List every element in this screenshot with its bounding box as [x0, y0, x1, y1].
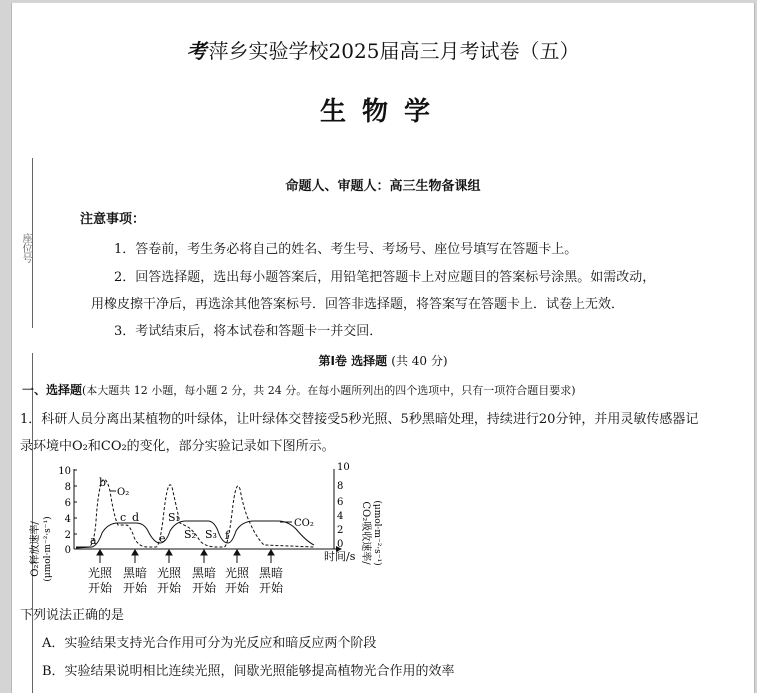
point-labels [90, 476, 230, 547]
notice-item-1: 1．答卷前，考生务必将自己的姓名、考生号、考场号、座位号填写在答题卡上。 [114, 242, 578, 257]
right-tick-0: 0 [337, 539, 344, 550]
section-title-text: 第Ⅰ卷 选择题 [318, 354, 388, 368]
phase-6-bottom: 开始 [258, 581, 284, 595]
right-tick-10: 10 [337, 462, 350, 473]
question-1-prompt: 下列说法正确的是 [20, 608, 125, 623]
notice-item-2-cont: 用橡皮擦干净后，再选涂其他答案标号．回答非选择题，将答案写在答题卡上．试卷上无效． [91, 297, 625, 312]
left-tick-8: 8 [64, 482, 71, 493]
right-tick-2: 2 [337, 525, 344, 536]
seat-number-label: 座位号 [20, 233, 31, 263]
phase-labels [88, 565, 284, 595]
point-c: c [120, 511, 127, 524]
right-axis-label: CO₂吸收速率/ [360, 501, 371, 565]
left-ticks [58, 466, 71, 556]
section-score: (共 40 分) [391, 354, 448, 368]
left-tick-4: 4 [64, 514, 71, 525]
left-axis-label: O₂释放速率/ [30, 521, 41, 577]
option-b: B．实验结果说明相比连续光照，间歇光照能够提高植物光合作用的效率 [42, 664, 455, 679]
section-title [12, 352, 754, 369]
point-b: b [99, 476, 107, 489]
co2-series-label: CO₂ [294, 518, 314, 529]
notice-item-2: 2．回答选择题，选出每小题答案后，用铅笔把答题卡上对应题目的答案标号涂黑。如需改动， [114, 270, 656, 285]
part-title: 一、选择题 [22, 383, 83, 397]
notice-title: 注意事项： [80, 212, 146, 227]
phase-1-top: 光照 [87, 566, 113, 580]
left-tick-0: 0 [64, 545, 71, 556]
point-s1: S₁ [168, 511, 180, 524]
notice-item-3: 3．考试结束后，将本试卷和答题卡一并交回． [114, 324, 383, 339]
o2-series-label: O₂ [117, 487, 130, 498]
left-tick-10: 10 [58, 466, 71, 477]
exam-mark: 考 [186, 39, 207, 63]
phase-3-bottom: 开始 [156, 581, 182, 595]
subject-title: 生物学 [319, 97, 446, 127]
phase-4-bottom: 开始 [191, 581, 217, 595]
phase-1-bottom: 开始 [87, 581, 113, 595]
phase-5-top: 光照 [224, 566, 250, 580]
option-a: A．实验结果支持光合作用可分为光反应和暗反应两个阶段 [42, 636, 377, 651]
right-tick-6: 6 [337, 497, 344, 508]
question-1-line-1: 1．科研人员分离出某植物的叶绿体，让叶绿体交替接受5秒光照、5秒黑暗处理，持续进行20分钟，并用灵敏传感器记 [20, 412, 699, 427]
phase-arrows [97, 550, 274, 563]
right-axis-unit: (μmol·m⁻²·s⁻¹) [372, 500, 382, 566]
left-axis-unit: (μmol·m⁻²·s⁻¹) [43, 516, 53, 582]
phase-3-top: 光照 [156, 566, 182, 580]
phase-4-top: 黑暗 [191, 566, 217, 580]
left-tick-2: 2 [64, 530, 71, 541]
exam-page [12, 3, 754, 693]
point-s2: S₂ [184, 528, 196, 541]
phase-6-top: 黑暗 [258, 566, 284, 580]
x-axis-label: 时间/s [324, 550, 356, 563]
experiment-figure [18, 461, 398, 603]
point-a: a [90, 534, 97, 547]
exam-title-text: 萍乡实验学校2025届高三月考试卷（五） [208, 39, 580, 63]
exam-title [12, 35, 754, 64]
left-tick-6: 6 [64, 498, 71, 509]
right-tick-4: 4 [337, 511, 344, 522]
author-line: 命题人、审题人：高三生物备课组 [285, 179, 481, 194]
point-f: f [225, 529, 230, 542]
phase-2-top: 黑暗 [122, 566, 148, 580]
right-tick-8: 8 [337, 481, 344, 492]
right-ticks [337, 462, 350, 550]
part-heading [22, 381, 576, 398]
point-s3: S₃ [205, 528, 217, 541]
part-rule: (本大题共 12 小题，每小题 2 分，共 24 分。在每小题所列出的四个选项中，只有一项符合题目要求) [82, 384, 576, 397]
phase-2-bottom: 开始 [122, 581, 148, 595]
point-d: d [132, 511, 140, 524]
phase-5-bottom: 开始 [224, 581, 250, 595]
point-e: e [159, 532, 166, 545]
question-1-line-2: 录环境中O₂和CO₂的变化，部分实验记录如下图所示。 [20, 439, 335, 454]
